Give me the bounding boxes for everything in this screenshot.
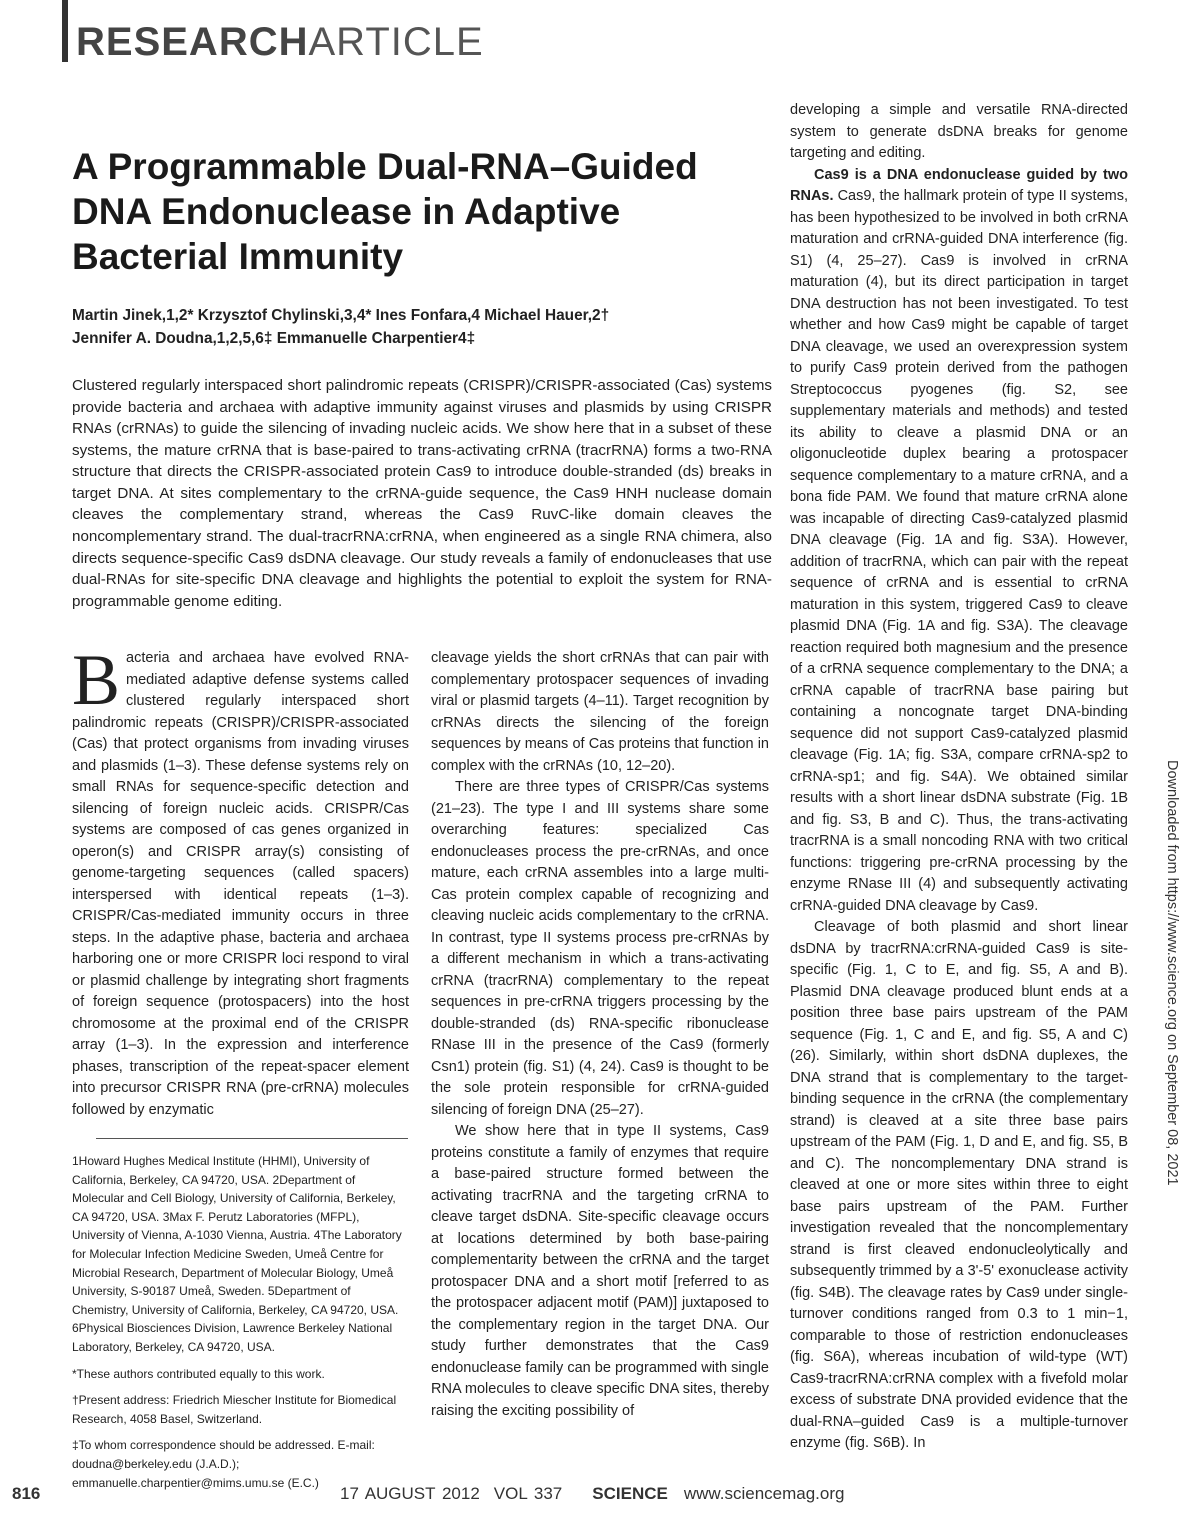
drop-cap: B <box>72 640 121 720</box>
header-research: RESEARCH <box>76 20 309 64</box>
issue-date: 17 AUGUST 2012 <box>340 1484 480 1503</box>
col2-paragraph-2: There are three types of CRISPR/Cas systems (21–23). The type I and III systems share some overarching features: specialized Cas endonucleases process the pre-crRNAs, and once mature, each crRNA assembles into a large multi-Cas protein complex capable of recognizing and cleaving nucleic acids complementary to the crRNA. In contrast, type II systems process pre-crRNAs by a different mechanism in which a trans-activating crRNA (tracrRNA) complementary to the repeat sequences in pre-crRNA triggers processing by the double-stranded (ds) RNA-specific ribonuclease RNase III in the presence of the Cas9 (formerly Csn1) protein (fig. S1) (4, 24). Cas9 is thought to be the sole protein responsible for crRNA-guided silencing of foreign DNA (25–27). <box>431 779 769 1118</box>
equal-contribution-note: *These authors contributed equally to this work. <box>72 1366 325 1381</box>
present-address-note: †Present address: Friedrich Miescher Institute for Biomedical Research, 4058 Basel, Switzerland. <box>72 1393 397 1426</box>
body-column-1 <box>72 640 409 1121</box>
footnotes <box>72 1152 409 1500</box>
page-number: 816 <box>12 1484 41 1503</box>
article-title: A Programmable Dual-RNA–Guided DNA Endonuclease in Adaptive Bacterial Immunity <box>72 146 698 278</box>
authors-line-2: Jennifer A. Doudna,1,2,5,6‡ Emmanuelle Charpentier4‡ <box>72 329 476 347</box>
abstract: Clustered regularly interspaced short palindromic repeats (CRISPR)/CRISPR-associated (Cas) systems provide bacteria and archaea with adaptive immunity against viruses and plasmids by using CRISPR RNAs (crRNAs) to guide the silencing of invading nucleic acids. We show here that in a subset of these systems, the mature crRNA that is base-paired to trans-activating crRNA (tracrRNA) forms a two-RNA structure that directs the CRISPR-associated protein Cas9 to introduce double-stranded (ds) breaks in target DNA. At sites complementary to the crRNA-guide sequence, the Cas9 HNH nuclease domain cleaves the complementary strand, whereas the Cas9 RuvC-like domain cleaves the noncomplementary strand. The dual-tracrRNA:crRNA, when engineered as a single RNA chimera, also directs sequence-specific Cas9 dsDNA cleavage. Our study reveals a family of endonucleases that use dual-RNAs for site-specific DNA cleavage and highlights the potential to exploit the system for RNA-programmable genome editing. <box>72 377 772 610</box>
col2-paragraph-1: cleavage yields the short crRNAs that can pair with complementary protospacer sequences of invading viral or plasmid targets (4–11). Target recognition by crRNAs directs the silencing of the foreign sequences by means of Cas proteins that function in complex with the crRNAs (10, 12–20). <box>431 650 769 774</box>
section-lead-heading: Cas9 is a DNA endonuclease guided by two RNAs. <box>790 166 1128 204</box>
author-list <box>72 305 732 351</box>
journal-url[interactable]: www.sciencemag.org <box>683 1484 845 1503</box>
authors-line-1: Martin Jinek,1,2* Krzysztof Chylinski,3,4* Ines Fonfara,4 Michael Hauer,2† <box>72 307 610 324</box>
col3-paragraph-1: developing a simple and versatile RNA-directed system to generate dsDNA breaks for genome targeting and editing. <box>790 102 1128 161</box>
volume: VOL 337 <box>493 1484 563 1503</box>
affiliations: 1Howard Hughes Medical Institute (HHMI), University of California, Berkeley, CA 94720, USA. 2Department of Molecular and Cell Biology, University of California, Berkeley, CA 94720, USA. 3Max F. Perutz Laboratories (MFPL), University of Vienna, A-1030 Vienna, Austria. 4The Laboratory for Molecular Infection Medicine Sweden, Umeå Centre for Microbial Research, Department of Molecular Biology, Umeå University, S-90187 Umeå, Sweden. 5Department of Chemistry, University of California, Berkeley, CA 94720, USA. 6Physical Biosciences Division, Lawrence Berkeley National Laboratory, Berkeley, CA 94720, USA. <box>72 1154 402 1354</box>
download-notice[interactable]: Downloaded from https://www.science.org on September 08, 2021 <box>1164 760 1180 1186</box>
col3-paragraph-2 <box>790 165 1128 918</box>
col2-paragraph-3: We show here that in type II systems, Cas9 proteins constitute a family of enzymes that require a base-paired structure formed between the activating tracrRNA and the targeting crRNA to cleave target dsDNA. Site-specific cleavage occurs at locations determined by both base-pairing complementarity between the crRNA and the target protospacer DNA and a short motif [referred to as the protospacer adjacent motif (PAM)] juxtaposed to the complementary region in the target DNA. Our study further demonstrates that the Cas9 endonuclease family can be programmed with single RNA molecules to cleave specific DNA sites, thereby raising the exciting possibility of <box>431 1123 769 1419</box>
footnote-rule <box>96 1138 408 1139</box>
journal-info <box>340 1484 858 1504</box>
page-footer <box>0 1484 1200 1514</box>
header-article: ARTICLE <box>308 20 484 64</box>
correspondence-note: ‡To whom correspondence should be addressed. E-mail: doudna@berkeley.edu (J.A.D.); emmanuelle.charpentier@mims.umu.se (E.C.) <box>72 1438 375 1490</box>
header-rule <box>62 0 68 62</box>
body-column-2 <box>431 648 769 1422</box>
col1-paragraph-1: acteria and archaea have evolved RNA-mediated adaptive defense systems called clustered regularly interspaced short palindromic repeats (CRISPR)/CRISPR-associated (Cas) that protect organisms from invading viruses and plasmids (1–3). These defense systems rely on small RNAs for sequence-specific detection and silencing of foreign nucleic acids. CRISPR/Cas systems are composed of cas genes organized in operon(s) and CRISPR array(s) consisting of genome-targeting sequences (called spacers) interspersed with identical repeats (1–3). CRISPR/Cas-mediated immunity occurs in three steps. In the adaptive phase, bacteria and archaea harboring one or more CRISPR loci respond to viral or plasmid challenge by integrating short fragments of foreign sequence (protospacers) into the host chromosome at the proximal end of the CRISPR array (1–3). In the expression and interference phases, transcription of the repeat-spacer element into precursor CRISPR RNA (pre-crRNA) molecules followed by enzymatic <box>72 650 409 1118</box>
col3-paragraph-2-text: Cas9, the hallmark protein of type II systems, has been hypothesized to be involved in both crRNA maturation and crRNA-guided DNA interference (fig. S1) (4, 25–27). Cas9 is involved in crRNA maturation (4), but its direct participation in target DNA destruction has not been investigated. To test whether and how Cas9 might be capable of target DNA cleavage, we used an overexpression system to purify Cas9 protein derived from the pathogen Streptococcus pyogenes (fig. S2, see supplementary materials and methods) and tested its ability to cleave a plasmid DNA or an oligonucleotide duplex bearing a protospacer sequence complementary to a mature crRNA, and a bona fide PAM. We found that mature crRNA alone was incapable of directing Cas9-catalyzed plasmid DNA cleavage (Fig. 1A and fig. S3A). However, addition of tracrRNA, which can pair with the repeat sequence of crRNA and is essential to crRNA maturation in this system, triggered Cas9 to cleave plasmid DNA (Fig. 1A and fig. S3A). The cleavage reaction required both magnesium and the presence of a crRNA sequence complementary to the DNA; a crRNA capable of tracrRNA base pairing but containing a noncognate target DNA-binding sequence did not support Cas9-catalyzed plasmid cleavage (Fig. 1A; fig. S3A, compare crRNA-sp2 to crRNA-sp1; and fig. S4A). We obtained similar results with a short linear dsDNA substrate (Fig. 1B and fig. S3, B and C). Thus, the trans-activating tracrRNA is a small noncoding RNA with two critical functions: triggering pre-crRNA processing by the enzyme RNase III (4) and subsequently activating crRNA-guided DNA cleavage by Cas9. <box>790 188 1128 914</box>
body-column-3 <box>790 100 1128 1455</box>
col3-paragraph-3: Cleavage of both plasmid and short linear dsDNA by tracrRNA:crRNA-guided Cas9 is site-specific (Fig. 1, C to E, and fig. S5, A and B). Plasmid DNA cleavage produced blunt ends at a position three base pairs upstream of the PAM sequence (Fig. 1, C and E, and fig. S5, A and C) (26). Similarly, within short dsDNA duplexes, the DNA strand that is complementary to the target-binding sequence in the crRNA (the complementary strand) is cleaved at a site three base pairs upstream of the PAM (Fig. 1, D and E, and fig. S5, B and C). The noncomplementary DNA strand is cleaved at one or more sites within three to eight base pairs upstream of the PAM. Further investigation revealed that the noncomplementary strand is first cleaved endonucleolytically and subsequently trimmed by a 3'-5' exonuclease activity (fig. S4B). The cleavage rates by Cas9 under single-turnover conditions ranged from 0.3 to 1 min−1, comparable to those of restriction endonucleases (fig. S6A), whereas incubation of wild-type (WT) Cas9-tracrRNA:crRNA complex with a fivefold molar excess of substrate DNA provided evidence that the dual-RNA–guided Cas9 is a multiple-turnover enzyme (fig. S6B). In <box>790 919 1128 1451</box>
section-header <box>76 22 484 62</box>
journal-name: SCIENCE <box>592 1484 668 1503</box>
